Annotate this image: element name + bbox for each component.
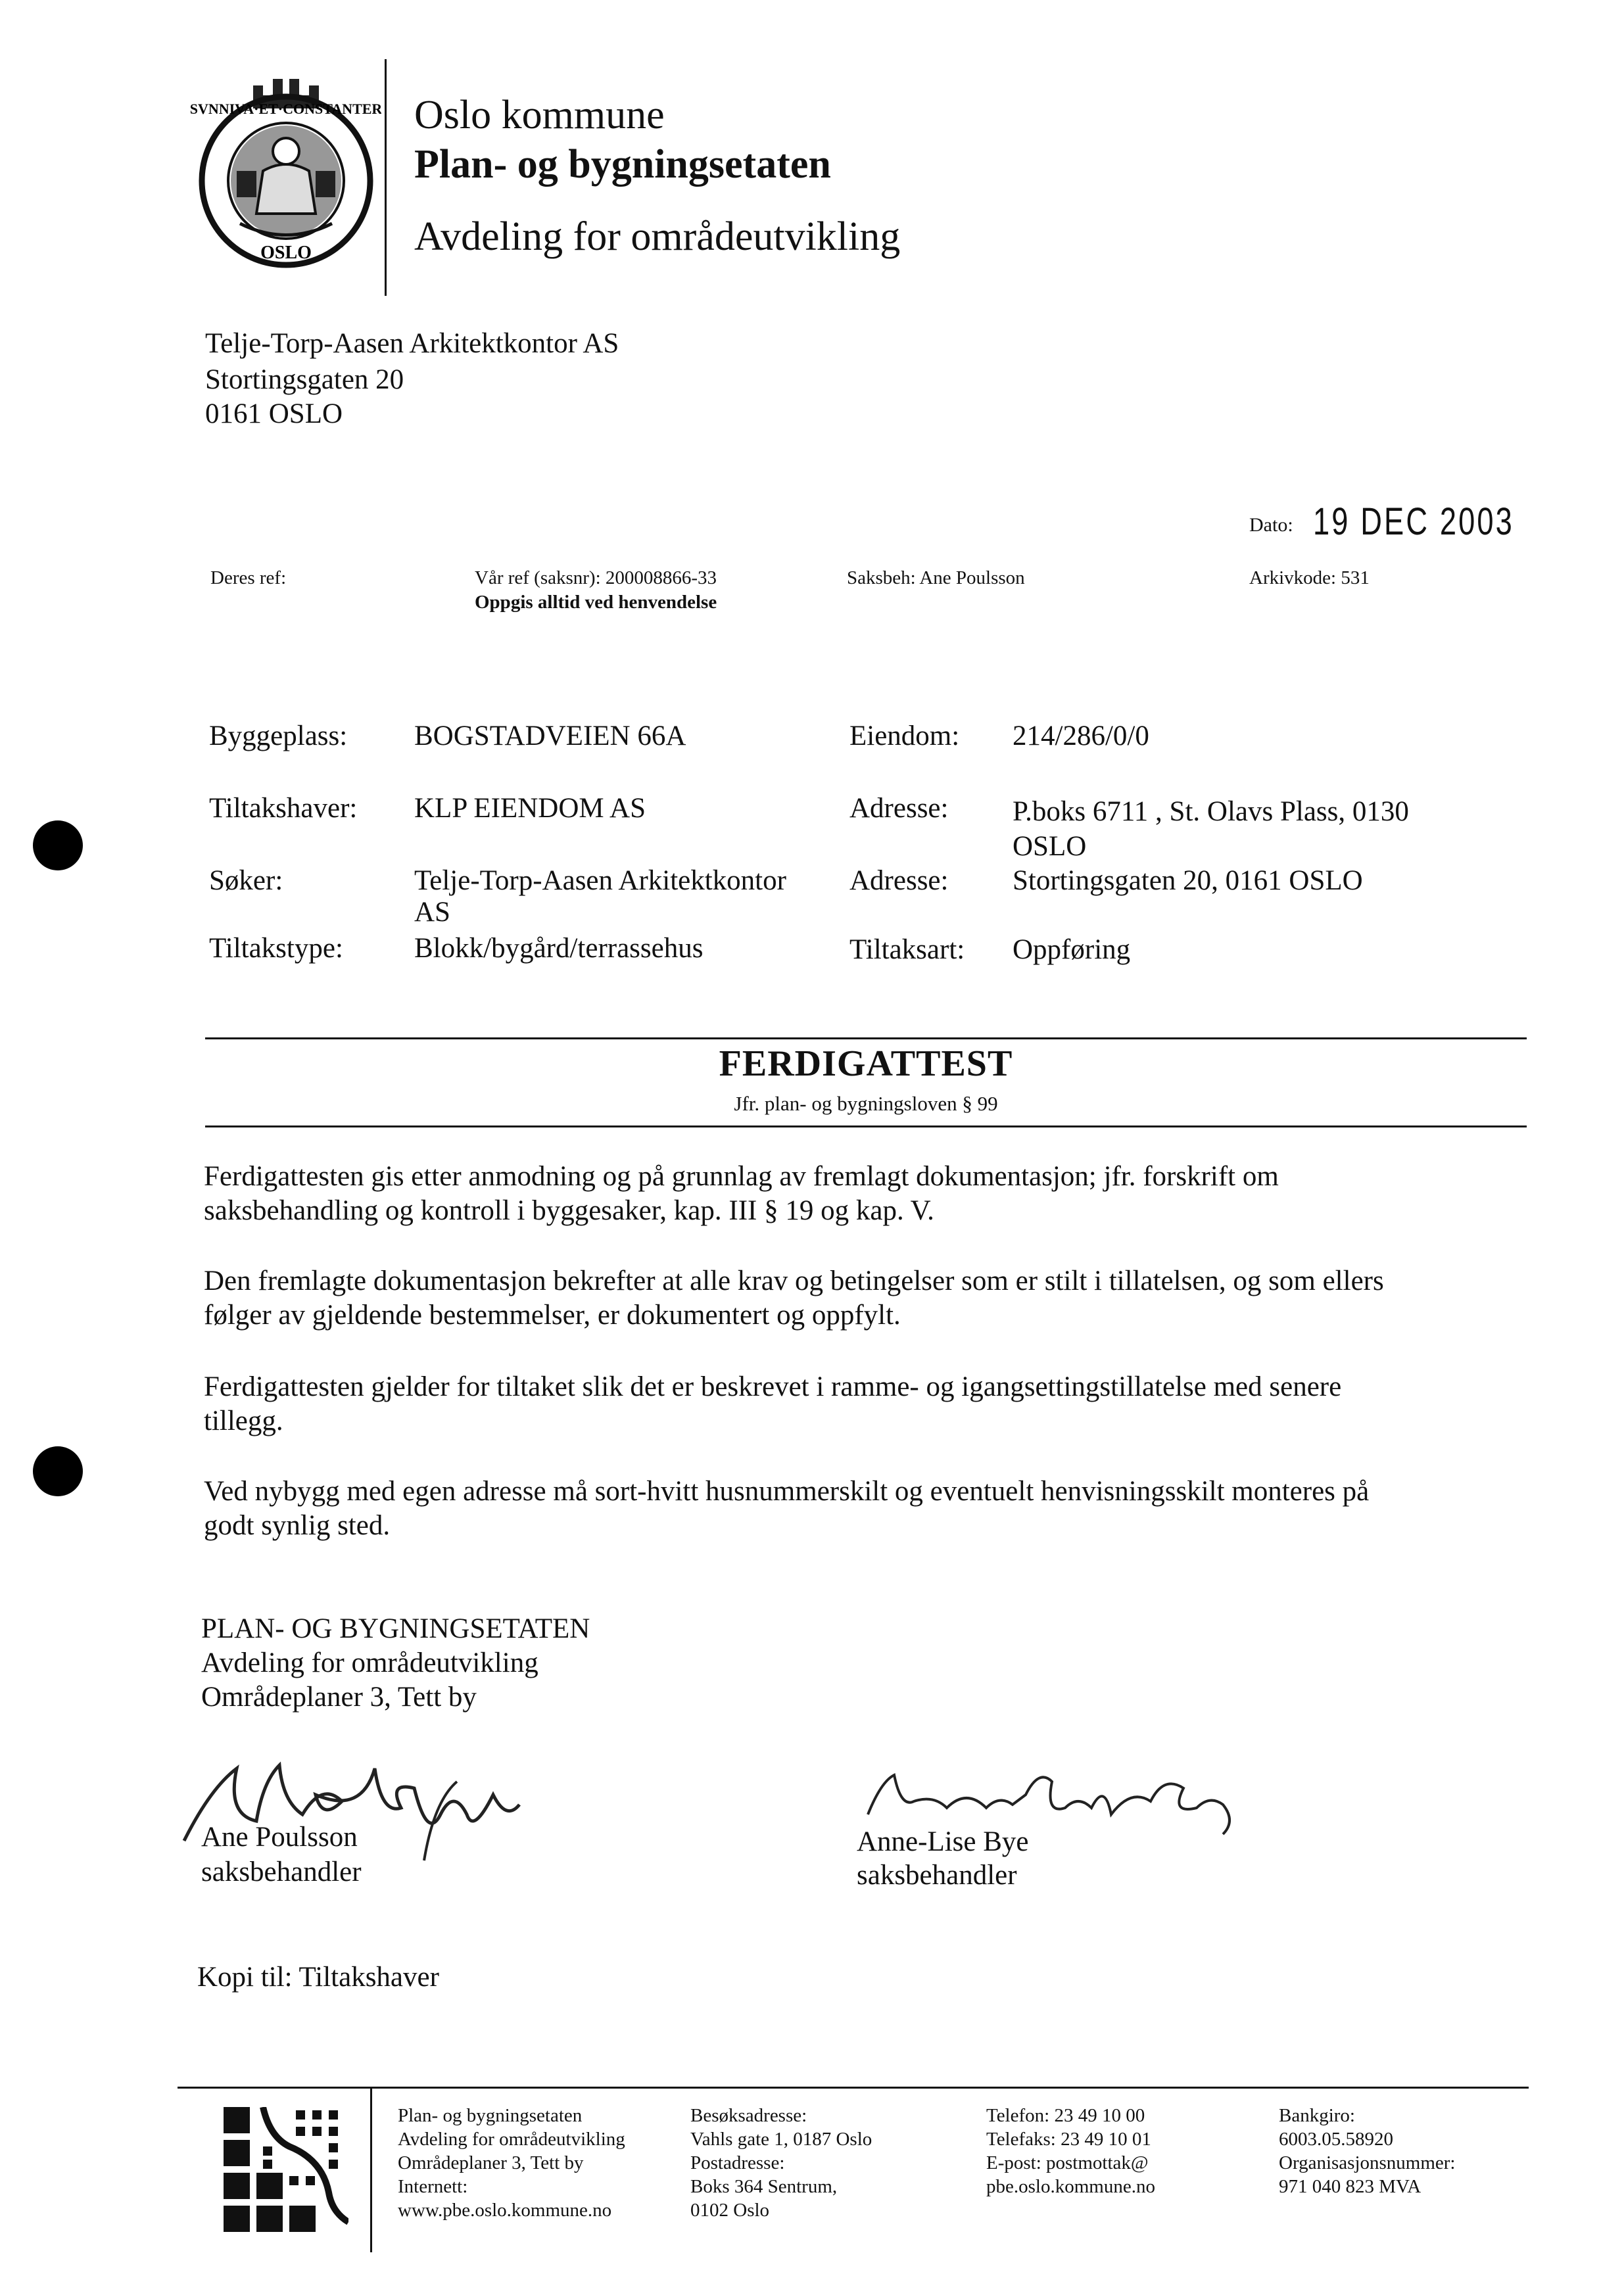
tiltaksart-value: Oppføring bbox=[1013, 934, 1131, 965]
paragraph-2-line-2: følger av gjeldende bestemmelser, er dokumentert og oppfylt. bbox=[204, 1300, 901, 1331]
signatory-right-role: saksbehandler bbox=[857, 1860, 1017, 1891]
eiendom-value: 214/286/0/0 bbox=[1013, 721, 1149, 751]
seal-text-top: SVNNIVA·ET·CONSTANTER bbox=[191, 101, 381, 117]
adresse1-line1: P.boks 6711 , St. Olavs Plass, 0130 bbox=[1013, 796, 1409, 827]
paragraph-4-line-2: godt synlig sted. bbox=[204, 1510, 391, 1541]
recipient-name: Telje-Torp-Aasen Arkitektkontor AS bbox=[205, 328, 619, 359]
footer-email-line1[interactable]: E-post: postmottak@ bbox=[986, 2152, 1149, 2173]
eiendom-label: Eiendom: bbox=[849, 721, 960, 751]
footer-column-bank bbox=[1279, 2104, 1456, 2198]
tiltaksart-label: Tiltaksart: bbox=[849, 934, 965, 965]
soker-label: Søker: bbox=[209, 865, 283, 896]
adresse1-line2: OSLO bbox=[1013, 831, 1087, 862]
footer-post-city: 0102 Oslo bbox=[690, 2200, 770, 2221]
seal-text-bottom: OSLO bbox=[260, 243, 312, 263]
footer-divider bbox=[370, 2088, 372, 2252]
closing-unit: Områdeplaner 3, Tett by bbox=[201, 1682, 477, 1713]
punch-hole-bottom bbox=[33, 1446, 83, 1496]
footer-orgnr-value: 971 040 823 MVA bbox=[1279, 2176, 1421, 2197]
tiltakshaver-label: Tiltakshaver: bbox=[209, 793, 358, 824]
saksbehandler-ref: Saksbeh: Ane Poulsson bbox=[847, 567, 1025, 588]
paragraph-3-line-1: Ferdigattesten gjelder for tiltaket slik det er beskrevet i ramme- og igangsettingstillatelse med senere bbox=[204, 1371, 1342, 1402]
footer-logo bbox=[224, 2107, 348, 2232]
footer-internet-label: Internett: bbox=[398, 2176, 468, 2197]
letterhead-divider bbox=[385, 59, 387, 296]
byggeplass-label: Byggeplass: bbox=[209, 721, 348, 751]
footer-column-address bbox=[690, 2104, 872, 2222]
recipient-postal: 0161 OSLO bbox=[205, 398, 343, 429]
footer-email-line2[interactable]: pbe.oslo.kommune.no bbox=[986, 2176, 1155, 2197]
footer-post-label: Postadresse: bbox=[690, 2152, 785, 2173]
oslo-city-seal bbox=[191, 72, 381, 270]
tiltakstype-value: Blokk/bygård/terrassehus bbox=[414, 933, 704, 964]
letterhead-municipality: Oslo kommune bbox=[414, 93, 665, 137]
footer-website-link[interactable]: www.pbe.oslo.kommune.no bbox=[398, 2200, 612, 2221]
footer-agency-dept: Avdeling for områdeutvikling bbox=[398, 2129, 625, 2150]
arkivkode: Arkivkode: 531 bbox=[1249, 567, 1370, 588]
footer-phone: Telefon: 23 49 10 00 bbox=[986, 2105, 1145, 2126]
tiltakshaver-value: KLP EIENDOM AS bbox=[414, 793, 646, 824]
var-ref: Vår ref (saksnr): 200008866-33 bbox=[475, 567, 717, 588]
footer-bankgiro-value: 6003.05.58920 bbox=[1279, 2129, 1393, 2150]
soker-line1: Telje-Torp-Aasen Arkitektkontor bbox=[414, 865, 786, 896]
adresse1-label: Adresse: bbox=[849, 793, 949, 824]
footer-column-contact bbox=[986, 2104, 1155, 2198]
footer-column-agency bbox=[398, 2104, 625, 2222]
recipient-street: Stortingsgaten 20 bbox=[205, 364, 404, 395]
date-stamp: 19 DEC 2003 bbox=[1313, 500, 1514, 543]
soker-line2: AS bbox=[414, 897, 450, 928]
signatory-left-role: saksbehandler bbox=[201, 1857, 362, 1887]
letterhead-department: Avdeling for områdeutvikling bbox=[414, 214, 901, 259]
deres-ref: Deres ref: bbox=[210, 567, 287, 588]
punch-hole-top bbox=[33, 820, 83, 870]
paragraph-3-line-2: tillegg. bbox=[204, 1406, 283, 1436]
paragraph-2-line-1: Den fremlagte dokumentasjon bekrefter at alle krav og betingelser som er stilt i tillatelsen, og som ellers bbox=[204, 1266, 1384, 1296]
date-label: Dato: bbox=[1249, 514, 1293, 536]
footer-orgnr-label: Organisasjonsnummer: bbox=[1279, 2152, 1456, 2173]
footer-rule bbox=[178, 2087, 1529, 2089]
document-subtitle: Jfr. plan- og bygningsloven § 99 bbox=[734, 1092, 998, 1115]
paragraph-1-line-1: Ferdigattesten gis etter anmodning og på grunnlag av fremlagt dokumentasjon; jfr. forskrift om bbox=[204, 1161, 1279, 1192]
letterhead-agency: Plan- og bygningsetaten bbox=[414, 142, 831, 187]
footer-agency-name: Plan- og bygningsetaten bbox=[398, 2105, 583, 2126]
footer-visit-address: Vahls gate 1, 0187 Oslo bbox=[690, 2129, 872, 2150]
paragraph-1-line-2: saksbehandling og kontroll i byggesaker, kap. III § 19 og kap. V. bbox=[204, 1195, 934, 1226]
footer-fax: Telefaks: 23 49 10 01 bbox=[986, 2129, 1151, 2150]
copy-to: Kopi til: Tiltakshaver bbox=[197, 1962, 439, 1993]
adresse2-label: Adresse: bbox=[849, 865, 949, 896]
paragraph-4-line-1: Ved nybygg med egen adresse må sort-hvitt husnummerskilt og eventuelt henvisningsskilt monteres på bbox=[204, 1476, 1370, 1507]
footer-bankgiro-label: Bankgiro: bbox=[1279, 2105, 1355, 2126]
footer-visit-label: Besøksadresse: bbox=[690, 2105, 807, 2126]
document-title: FERDIGATTEST bbox=[719, 1043, 1013, 1084]
closing-org: PLAN- OG BYGNINGSETATEN bbox=[201, 1613, 590, 1644]
signatory-left-name: Ane Poulsson bbox=[201, 1822, 358, 1853]
footer-post-box: Boks 364 Sentrum, bbox=[690, 2176, 838, 2197]
heading-rule-bottom bbox=[205, 1125, 1527, 1127]
closing-dept: Avdeling for områdeutvikling bbox=[201, 1647, 538, 1678]
var-ref-note: Oppgis alltid ved henvendelse bbox=[475, 592, 717, 613]
signatory-right-name: Anne-Lise Bye bbox=[857, 1826, 1029, 1857]
tiltakstype-label: Tiltakstype: bbox=[209, 933, 343, 964]
footer-agency-unit: Områdeplaner 3, Tett by bbox=[398, 2152, 584, 2173]
adresse2-value: Stortingsgaten 20, 0161 OSLO bbox=[1013, 865, 1363, 896]
byggeplass-value: BOGSTADVEIEN 66A bbox=[414, 721, 686, 751]
